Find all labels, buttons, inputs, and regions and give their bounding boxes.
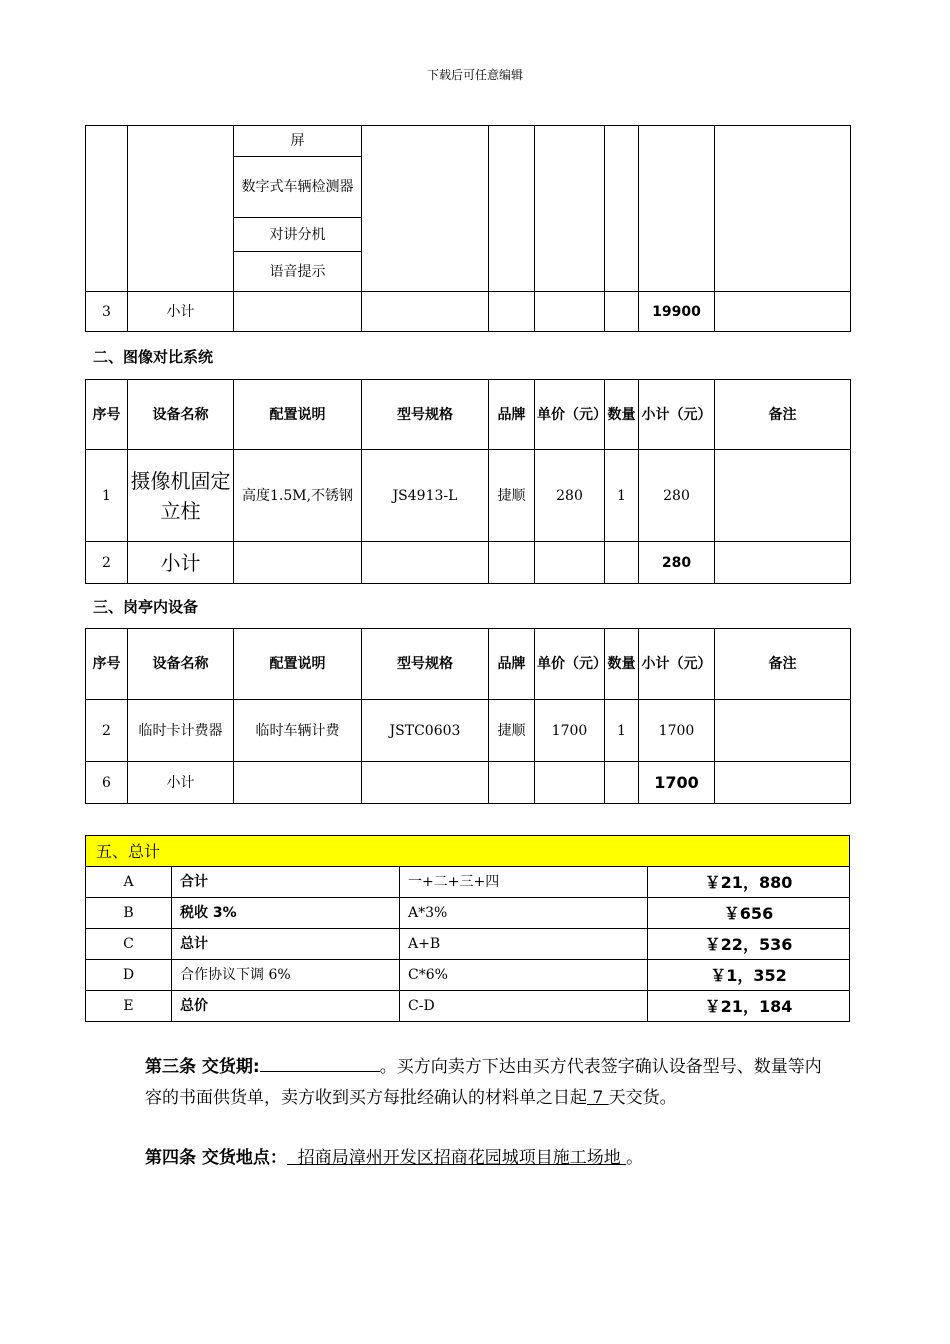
section-title: 二、图像对比系统 bbox=[93, 348, 214, 366]
col-header: 型号规格 bbox=[362, 380, 489, 450]
summary-formula: C*6% bbox=[400, 960, 648, 991]
row-name: 小计 bbox=[128, 292, 234, 332]
summary-key: C bbox=[86, 929, 172, 960]
summary-name: 合计 bbox=[172, 867, 400, 898]
clause-3-end: 天交货。 bbox=[608, 1088, 677, 1108]
summary-title: 五、总计 bbox=[86, 836, 850, 867]
row-no: 6 bbox=[86, 762, 128, 804]
summary-formula: C-D bbox=[400, 991, 648, 1022]
table-3 bbox=[85, 628, 851, 804]
delivery-place: 招商局漳州开发区招商花园城项目施工场地 bbox=[286, 1148, 627, 1168]
summary-table bbox=[85, 835, 850, 1022]
summary-amount: ￥21，184 bbox=[648, 991, 850, 1022]
clause-3-label: 第三条 交货期: bbox=[145, 1057, 260, 1077]
row-no: 1 bbox=[86, 450, 128, 542]
summary-amount: ￥22，536 bbox=[648, 929, 850, 960]
delivery-period-blank bbox=[260, 1053, 380, 1072]
summary-key: B bbox=[86, 898, 172, 929]
clause-4 bbox=[145, 1143, 835, 1174]
row-no: 2 bbox=[86, 700, 128, 762]
row-price: 1700 bbox=[535, 700, 605, 762]
row-model: JSTC0603 bbox=[362, 700, 489, 762]
row-total: 280 bbox=[639, 542, 715, 584]
row-name: 小计 bbox=[128, 762, 234, 804]
summary-formula: A*3% bbox=[400, 898, 648, 929]
row-name: 摄像机固定立柱 bbox=[128, 450, 234, 542]
cell-empty bbox=[86, 126, 128, 292]
table-1 bbox=[85, 125, 851, 332]
col-header: 单价（元） bbox=[535, 629, 605, 700]
summary-name: 税收 3% bbox=[172, 898, 400, 929]
row-no: 2 bbox=[86, 542, 128, 584]
summary-amount: ￥656 bbox=[648, 898, 850, 929]
col-header: 配置说明 bbox=[234, 629, 362, 700]
summary-key: E bbox=[86, 991, 172, 1022]
clause-3 bbox=[145, 1052, 835, 1114]
col-header: 设备名称 bbox=[128, 380, 234, 450]
col-header: 单价（元） bbox=[535, 380, 605, 450]
col-header: 备注 bbox=[715, 629, 851, 700]
row-price: 280 bbox=[535, 450, 605, 542]
cell-empty bbox=[128, 126, 234, 292]
col-header: 备注 bbox=[715, 380, 851, 450]
row-total: 280 bbox=[639, 450, 715, 542]
row-total: 1700 bbox=[639, 700, 715, 762]
row-config: 临时车辆计费 bbox=[234, 700, 362, 762]
page-header: 下载后可任意编辑 bbox=[426, 68, 523, 82]
row-name: 临时卡计费器 bbox=[128, 700, 234, 762]
row-brand: 捷顺 bbox=[489, 450, 535, 542]
summary-amount: ￥21，880 bbox=[648, 867, 850, 898]
summary-key: A bbox=[86, 867, 172, 898]
summary-amount: ￥1，352 bbox=[648, 960, 850, 991]
row-config: 高度1.5M,不锈钢 bbox=[234, 450, 362, 542]
summary-name: 总价 bbox=[172, 991, 400, 1022]
clause-4-end: 。 bbox=[626, 1148, 644, 1168]
item-cell: 对讲分机 bbox=[234, 218, 362, 252]
row-qty: 1 bbox=[605, 700, 639, 762]
clause-4-label: 第四条 交货地点： bbox=[145, 1148, 287, 1168]
col-header: 数量 bbox=[605, 380, 639, 450]
row-total: 1700 bbox=[639, 762, 715, 804]
summary-name: 总计 bbox=[172, 929, 400, 960]
row-total: 19900 bbox=[639, 292, 715, 332]
col-header: 品牌 bbox=[489, 629, 535, 700]
summary-formula: 一+二+三+四 bbox=[400, 867, 648, 898]
section-title: 三、岗亭内设备 bbox=[93, 598, 199, 616]
row-name: 小计 bbox=[128, 542, 234, 584]
col-header: 序号 bbox=[86, 380, 128, 450]
row-no: 3 bbox=[86, 292, 128, 332]
col-header: 数量 bbox=[605, 629, 639, 700]
row-brand: 捷顺 bbox=[489, 700, 535, 762]
table-2 bbox=[85, 379, 851, 584]
summary-key: D bbox=[86, 960, 172, 991]
col-header: 配置说明 bbox=[234, 380, 362, 450]
clause-3-text: 。买方向卖方下达由买方代表签字确认设备型号、数量等内容的书面供货单，卖方收到买方每批经确认的材料单之日起 bbox=[145, 1057, 822, 1108]
row-model: JS4913-L bbox=[362, 450, 489, 542]
col-header: 型号规格 bbox=[362, 629, 489, 700]
col-header: 小计（元） bbox=[639, 380, 715, 450]
row-qty: 1 bbox=[605, 450, 639, 542]
summary-name: 合作协议下调 6% bbox=[172, 960, 400, 991]
item-cell: 数字式车辆检测器 bbox=[234, 157, 362, 218]
col-header: 小计（元） bbox=[639, 629, 715, 700]
summary-formula: A+B bbox=[400, 929, 648, 960]
delivery-days: 7 bbox=[587, 1088, 609, 1108]
col-header: 序号 bbox=[86, 629, 128, 700]
item-cell: 屏 bbox=[234, 126, 362, 157]
col-header: 设备名称 bbox=[128, 629, 234, 700]
col-header: 品牌 bbox=[489, 380, 535, 450]
item-cell: 语音提示 bbox=[234, 252, 362, 292]
